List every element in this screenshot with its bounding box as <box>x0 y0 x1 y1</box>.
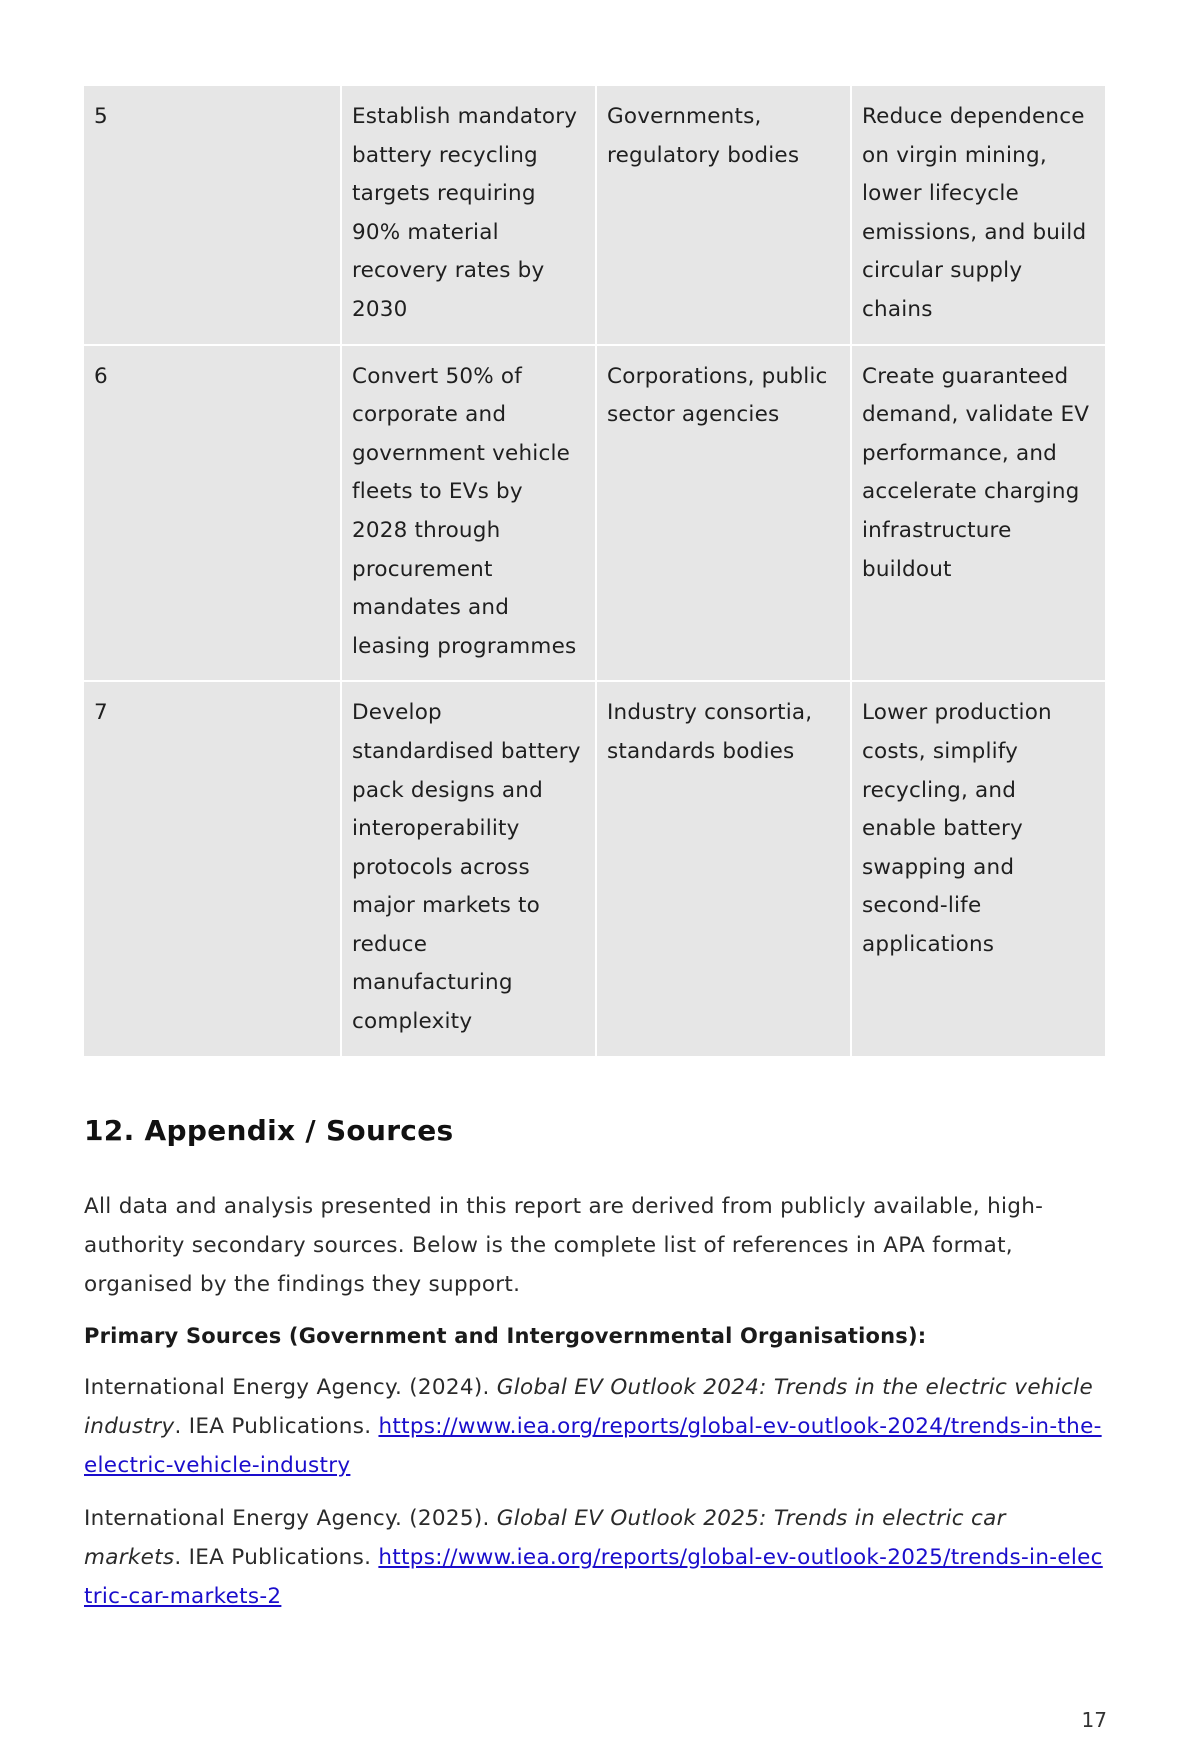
page-number: 17 <box>1081 1708 1107 1732</box>
reference-link[interactable]: https://www.iea.org/reports/global-ev-outlook-2025/trends-in-electric-car-markets-2 <box>84 1544 1103 1609</box>
document-page <box>84 84 1109 1616</box>
section-heading: 12. Appendix / Sources <box>84 1113 454 1147</box>
row-actors: Industry consortia, standards bodies <box>597 682 850 1055</box>
row-number: 6 <box>84 346 340 681</box>
reference-title: Global EV Outlook 2025: Trends in electric car markets <box>84 1505 1006 1570</box>
row-action: Develop standardised battery pack designs and interoperability protocols across major markets to reduce manufacturing complexity <box>342 682 595 1055</box>
row-number: 7 <box>84 682 340 1055</box>
reference-author: International Energy Agency. (2024). <box>84 1374 497 1400</box>
reference-entry <box>84 1368 1109 1485</box>
row-impact: Lower production costs, simplify recycling, and enable battery swapping and second-life applications <box>852 682 1105 1055</box>
recommendations-table <box>82 84 1107 1058</box>
primary-sources-heading: Primary Sources (Government and Intergovernmental Organisations): <box>84 1323 927 1348</box>
row-impact: Create guaranteed demand, validate EV performance, and accelerate charging infrastructure buildout <box>852 346 1105 681</box>
reference-author: International Energy Agency. (2025). <box>84 1505 497 1531</box>
row-action: Convert 50% of corporate and government vehicle fleets to EVs by 2028 through procurement mandates and leasing programmes <box>342 346 595 681</box>
row-impact: Reduce dependence on virgin mining, lower lifecycle emissions, and build circular supply chains <box>852 86 1105 344</box>
table-row <box>84 346 1105 681</box>
reference-title: Global EV Outlook 2024: Trends in the electric vehicle industry <box>84 1374 1093 1439</box>
row-action: Establish mandatory battery recycling targets requiring 90% material recovery rates by 2030 <box>342 86 595 344</box>
appendix-intro: All data and analysis presented in this report are derived from publicly available, high-authority secondary sources. Below is the complete list of references in APA format, organised by the findings they support. <box>84 1193 1044 1297</box>
table-row <box>84 86 1105 344</box>
row-number: 5 <box>84 86 340 344</box>
reference-entry <box>84 1499 1109 1616</box>
reference-link[interactable]: https://www.iea.org/reports/global-ev-outlook-2024/trends-in-the-electric-vehicle-industry <box>84 1413 1102 1478</box>
row-actors: Corporations, public sector agencies <box>597 346 850 681</box>
row-actors: Governments, regulatory bodies <box>597 86 850 344</box>
table-row <box>84 682 1105 1055</box>
reference-publisher: . IEA Publications. <box>174 1413 379 1439</box>
reference-publisher: . IEA Publications. <box>174 1544 379 1570</box>
